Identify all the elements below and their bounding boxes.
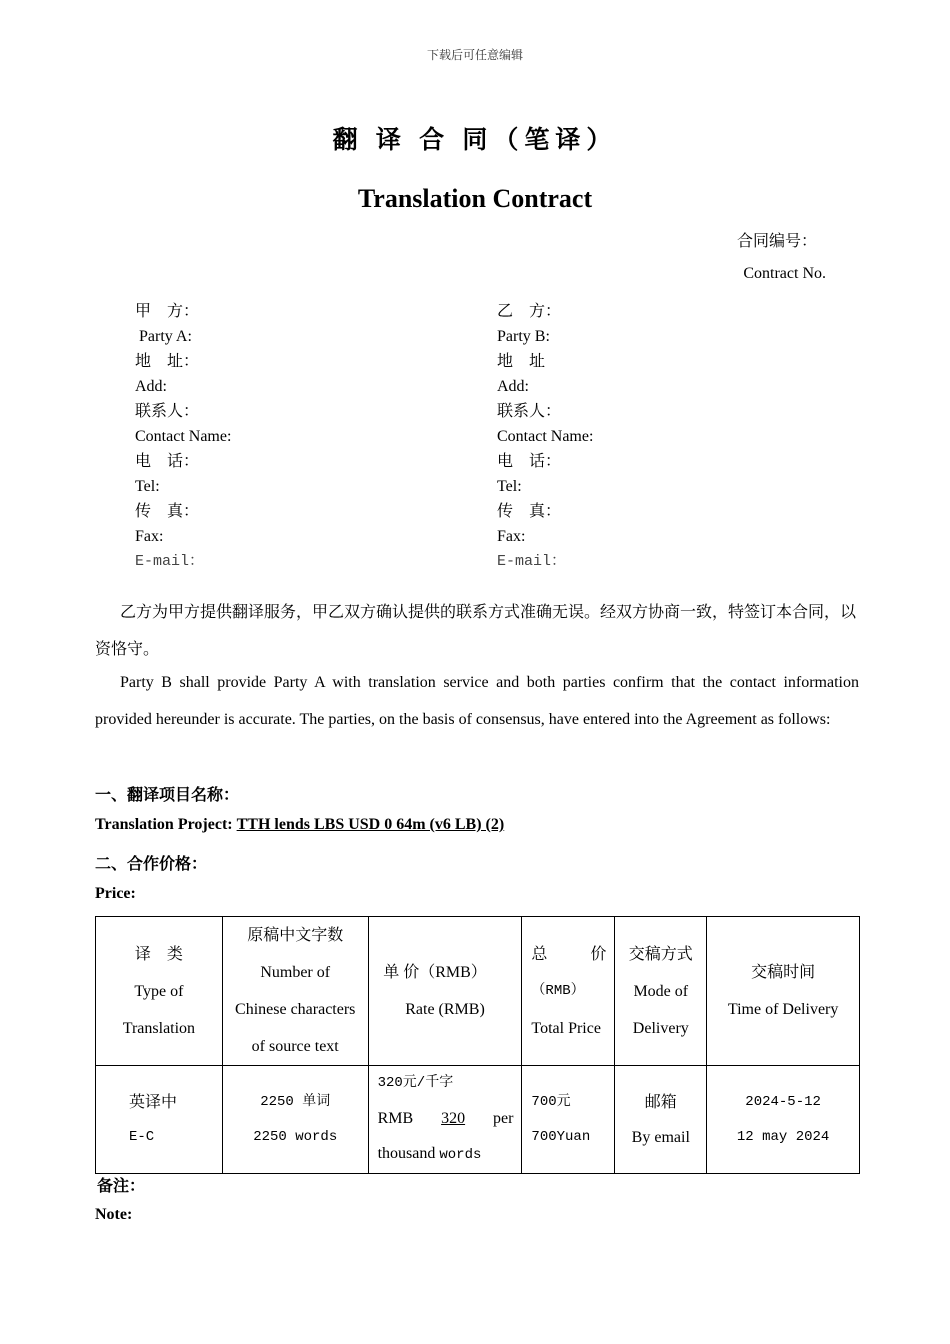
cell-mode-en: By email <box>631 1128 690 1146</box>
header-chars-en-1: Number of <box>260 964 331 981</box>
cell-time <box>707 1066 860 1174</box>
party-b-contact-en: Contact Name: <box>497 428 594 445</box>
header-type <box>96 917 223 1066</box>
cell-rate <box>368 1066 522 1174</box>
price-table-data-row <box>96 1066 860 1174</box>
header-chars-en-2: Chinese characters <box>235 1001 356 1018</box>
contract-number-label-zh: 合同编号： <box>736 233 817 250</box>
party-a-contact-en: Contact Name: <box>135 428 232 445</box>
header-type-zh: 译 类 <box>134 945 183 963</box>
cell-rate-per: per <box>492 1110 514 1127</box>
header-total-zh-3: （RMB） <box>531 982 585 999</box>
party-a-tel-zh: 电 话： <box>135 453 200 470</box>
header-rate-zh: 单 价（RMB） <box>383 964 487 981</box>
party-a-block <box>135 302 475 577</box>
cell-rate-unit-1: thousand <box>377 1145 436 1162</box>
section1-heading: 一、翻译项目名称： <box>95 787 240 804</box>
party-a-contact-zh: 联系人： <box>135 403 200 420</box>
cell-rate-prefix: RMB <box>377 1110 414 1127</box>
party-b-address-zh: 地 址 <box>497 353 546 370</box>
party-a-fax-en: Fax: <box>135 528 164 545</box>
party-b-label-zh: 乙 方： <box>497 303 562 320</box>
header-note: 下载后可任意编辑 <box>426 48 523 62</box>
cell-time-zh: 2024-5-12 <box>745 1093 821 1110</box>
header-time-zh: 交稿时间 <box>751 964 816 981</box>
header-type-en-2: Translation <box>122 1019 196 1037</box>
header-time-en: Time of Delivery <box>727 1001 839 1018</box>
cell-total-zh: 700元 <box>531 1093 571 1110</box>
party-b-address-en: Add: <box>497 378 529 395</box>
cell-rate-unit <box>378 1136 514 1173</box>
header-total-zh <box>531 936 606 973</box>
header-mode-en-1: Mode of <box>633 982 689 1000</box>
intro-paragraph-zh: 乙方为甲方提供翻译服务，甲乙双方确认提供的联系方式准确无误。经双方协商一致，特签订本合同，以资恪守。 <box>95 604 857 658</box>
header-chars-zh: 原稿中文字数 <box>247 927 344 944</box>
cell-total-en: 700Yuan <box>531 1128 591 1145</box>
cell-type-code: E-C <box>129 1128 155 1145</box>
price-table-header-row <box>96 917 860 1066</box>
party-a-email: E-mail： <box>135 553 205 570</box>
note-label-en: Note: <box>95 1206 133 1223</box>
header-type-en-1: Type of <box>134 982 184 1000</box>
contract-number-label-en: Contract No. <box>743 265 826 282</box>
party-b-fax-zh: 传 真： <box>497 503 562 520</box>
header-time <box>707 917 860 1066</box>
header-chars-en-3: of source text <box>251 1038 339 1055</box>
header-total-zh-1: 总 <box>531 945 548 963</box>
party-a-address-zh: 地 址： <box>135 353 200 370</box>
header-mode-en-2: Delivery <box>632 1019 689 1037</box>
cell-chars-zh: 2250 单词 <box>260 1093 331 1110</box>
cell-total <box>522 1066 615 1174</box>
header-rate <box>368 917 522 1066</box>
header-total <box>522 917 615 1066</box>
cell-rate-value: 320 <box>441 1110 466 1127</box>
translation-project-value: TTH lends LBS USD 0 64m (v6 LB) (2) <box>236 816 505 833</box>
party-a-label-en: Party A: <box>139 328 192 345</box>
party-b-block <box>497 302 837 577</box>
cell-mode <box>615 1066 707 1174</box>
translation-project-line <box>95 816 571 834</box>
cell-time-en: 12 may 2024 <box>736 1128 830 1145</box>
party-b-tel-zh: 电 话： <box>497 453 562 470</box>
translation-project-label: Translation Project: <box>95 816 233 833</box>
header-total-en: Total Price <box>531 1019 601 1037</box>
party-a-fax-zh: 传 真： <box>135 503 200 520</box>
price-table <box>95 916 860 1174</box>
header-chars <box>222 917 368 1066</box>
party-b-email: E-mail： <box>497 553 567 570</box>
price-label: Price: <box>95 885 136 902</box>
header-total-zh-2: 价 <box>590 945 607 963</box>
party-a-address-en: Add: <box>135 378 167 395</box>
party-b-tel-en: Tel: <box>497 478 522 495</box>
title-english: Translation Contract <box>357 184 593 213</box>
cell-mode-zh: 邮箱 <box>644 1093 677 1111</box>
party-b-contact-zh: 联系人： <box>497 403 562 420</box>
cell-chars <box>222 1066 368 1174</box>
cell-type-zh: 英译中 <box>129 1093 178 1111</box>
header-mode <box>615 917 707 1066</box>
party-b-label-en: Party B: <box>497 328 550 345</box>
party-a-tel-en: Tel: <box>135 478 160 495</box>
cell-rate-line <box>378 1101 514 1136</box>
intro-paragraph-en: Party B shall provide Party A with translation service and both parties confirm that the contact information provided hereunder is accurate. The parties, on the basis of consensus, have entered into the Agreement as follows: <box>95 674 859 728</box>
party-a-label-zh: 甲 方： <box>135 303 200 320</box>
header-rate-en: Rate (RMB) <box>405 1001 485 1018</box>
cell-rate-unit-2: words <box>439 1147 482 1163</box>
header-mode-zh: 交稿方式 <box>628 945 693 963</box>
note-label-zh: 备注： <box>97 1178 146 1195</box>
cell-rate-zh: 320元/千字 <box>377 1075 454 1091</box>
party-b-fax-en: Fax: <box>497 528 526 545</box>
section2-heading: 二、合作价格： <box>95 856 208 873</box>
cell-chars-en: 2250 words <box>253 1128 338 1145</box>
title-chinese: 翻 译 合 同（笔译） <box>332 127 618 154</box>
cell-type <box>96 1066 223 1174</box>
